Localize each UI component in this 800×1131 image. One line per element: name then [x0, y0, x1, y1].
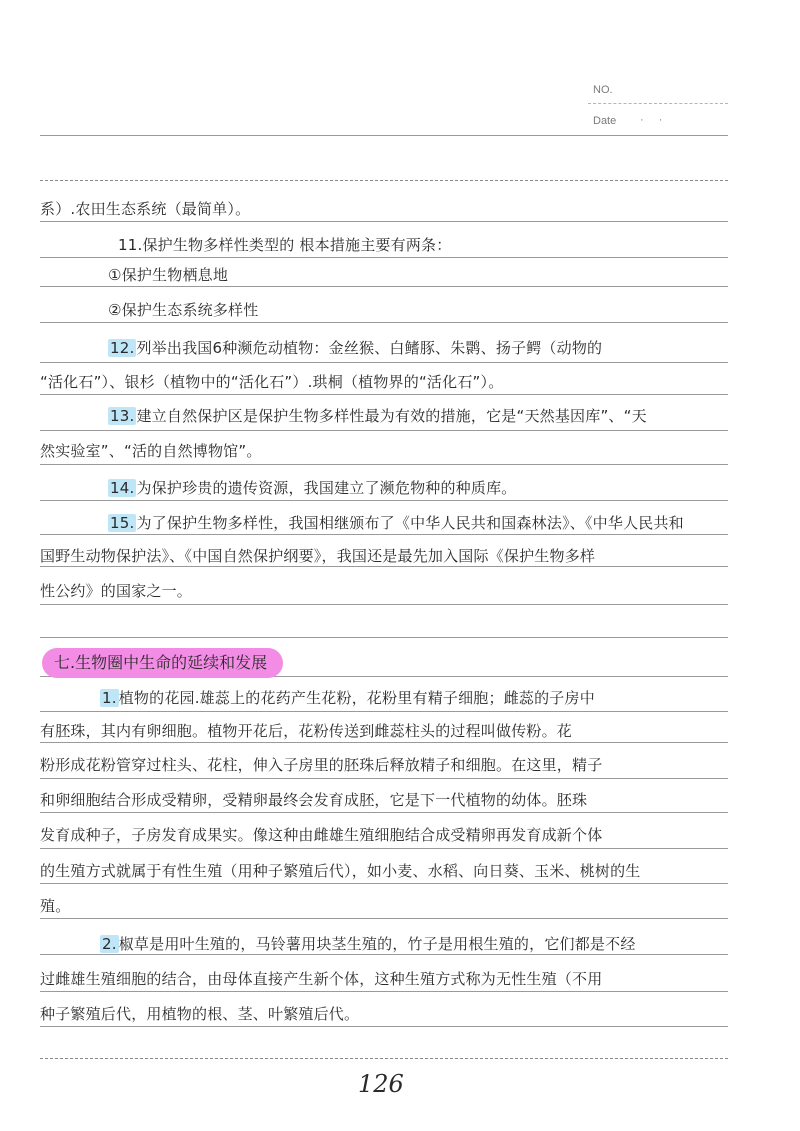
item-number-highlight: 14.	[110, 479, 135, 497]
text-line: 发育成种子，子房发育成果实。像这种由雌雄生殖细胞结合成受精卵再发育成新个体	[40, 826, 603, 844]
ruled-line	[40, 464, 728, 465]
text-line: 15. 为了保护生物多样性，我国相继颁布了《中华人民共和国森林法》、《中华人民共和	[110, 514, 684, 532]
no-dashed-line	[588, 103, 728, 104]
ruled-line	[40, 394, 728, 395]
page-number: 126	[358, 1070, 404, 1098]
ruled-line	[40, 135, 728, 136]
text-line: 国野生动物保护法》、《中国自然保护纲要》，我国还是最先加入国际《保护生物多样	[40, 547, 596, 565]
text-line: 13. 建立自然保护区是保护生物多样性最为有效的措施，它是“天然基因库”、“天	[110, 407, 647, 425]
ruled-line	[40, 322, 728, 323]
text-line: 的生殖方式就属于有性生殖（用种子繁殖后代），如小麦、水稻、向日葵、玉米、桃树的生	[40, 862, 641, 880]
text-line: 和卵细胞结合形成受精卵，受精卵最终会发育成胚，它是下一代植物的幼体。胚珠	[40, 791, 588, 809]
text-line: 然实验室”、“活的自然博物馆”。	[40, 442, 262, 460]
text-line: 2. 椒草是用叶生殖的，马铃薯用块茎生殖的，竹子是用根生殖的，它们都是不经	[102, 935, 636, 953]
text-line: 1. 植物的花园.雄蕊上的花药产生花粉，花粉里有精子细胞；雌蕊的子房中	[102, 689, 595, 707]
text-line: 过雌雄生殖细胞的结合，由母体直接产生新个体，这种生殖方式称为无性生殖（不用	[40, 970, 603, 988]
text-line: 系）.农田生态系统（最简单）。	[40, 200, 251, 218]
section-heading	[42, 648, 283, 678]
ruled-line	[40, 848, 728, 849]
ruled-line	[40, 812, 728, 813]
ruled-line	[40, 954, 728, 955]
no-label: NO.	[593, 84, 613, 96]
section-title-highlight: 七.生物圈中生命的延续和发展	[42, 648, 283, 678]
ruled-line	[40, 1026, 728, 1027]
ruled-line	[40, 637, 728, 638]
ruled-line	[40, 430, 728, 431]
text-line: 12. 列举出我国6种濒危动植物：金丝猴、白鳍豚、朱鹮、扬子鳄（动物的	[110, 339, 603, 357]
item-number-highlight: 2.	[102, 935, 117, 953]
ruled-line	[40, 1058, 728, 1059]
ruled-line	[40, 918, 728, 919]
ruled-line	[40, 991, 728, 992]
ruled-line	[40, 534, 728, 535]
item-number-highlight: 12.	[110, 339, 135, 357]
date-label: Date	[593, 115, 617, 127]
ruled-line	[40, 500, 728, 501]
ruled-line	[40, 221, 728, 222]
ruled-line	[40, 180, 728, 181]
text-line: 殖。	[40, 897, 71, 915]
date-dots: · ·	[640, 114, 669, 126]
ruled-line	[40, 711, 728, 712]
text-line: 11.保护生物多样性类型的 根本措施主要有两条：	[118, 236, 452, 254]
ruled-line	[40, 286, 728, 287]
text-line: ①保护生物栖息地	[108, 266, 229, 284]
text-line: ②保护生态系统多样性	[108, 301, 259, 319]
item-number-highlight: 15.	[110, 514, 135, 532]
text-line: 14. 为保护珍贵的遗传资源，我国建立了濒危物种的种质库。	[110, 479, 517, 497]
text-line: 有胚珠，其内有卵细胞。植物开花后，花粉传送到雌蕊柱头的过程叫做传粉。花	[40, 722, 573, 740]
ruled-line	[40, 883, 728, 884]
ruled-line	[40, 257, 728, 258]
text-line: 粉形成花粉管穿过柱头、花柱，伸入子房里的胚珠后释放精子和细胞。在这里，精子	[40, 756, 603, 774]
ruled-line	[40, 604, 728, 605]
text-line: 种子繁殖后代，用植物的根、茎、叶繁殖后代。	[40, 1005, 360, 1023]
ruled-line	[40, 778, 728, 779]
item-number-highlight: 13.	[110, 407, 135, 425]
ruled-line	[40, 742, 728, 743]
ruled-line	[40, 566, 728, 567]
ruled-line	[40, 362, 728, 363]
text-line: “活化石”）、银杉（植物中的“活化石”）.珙桐（植物界的“活化石”）。	[40, 373, 504, 391]
text-line: 性公约》的国家之一。	[40, 582, 193, 600]
item-number-highlight: 1.	[102, 689, 117, 707]
